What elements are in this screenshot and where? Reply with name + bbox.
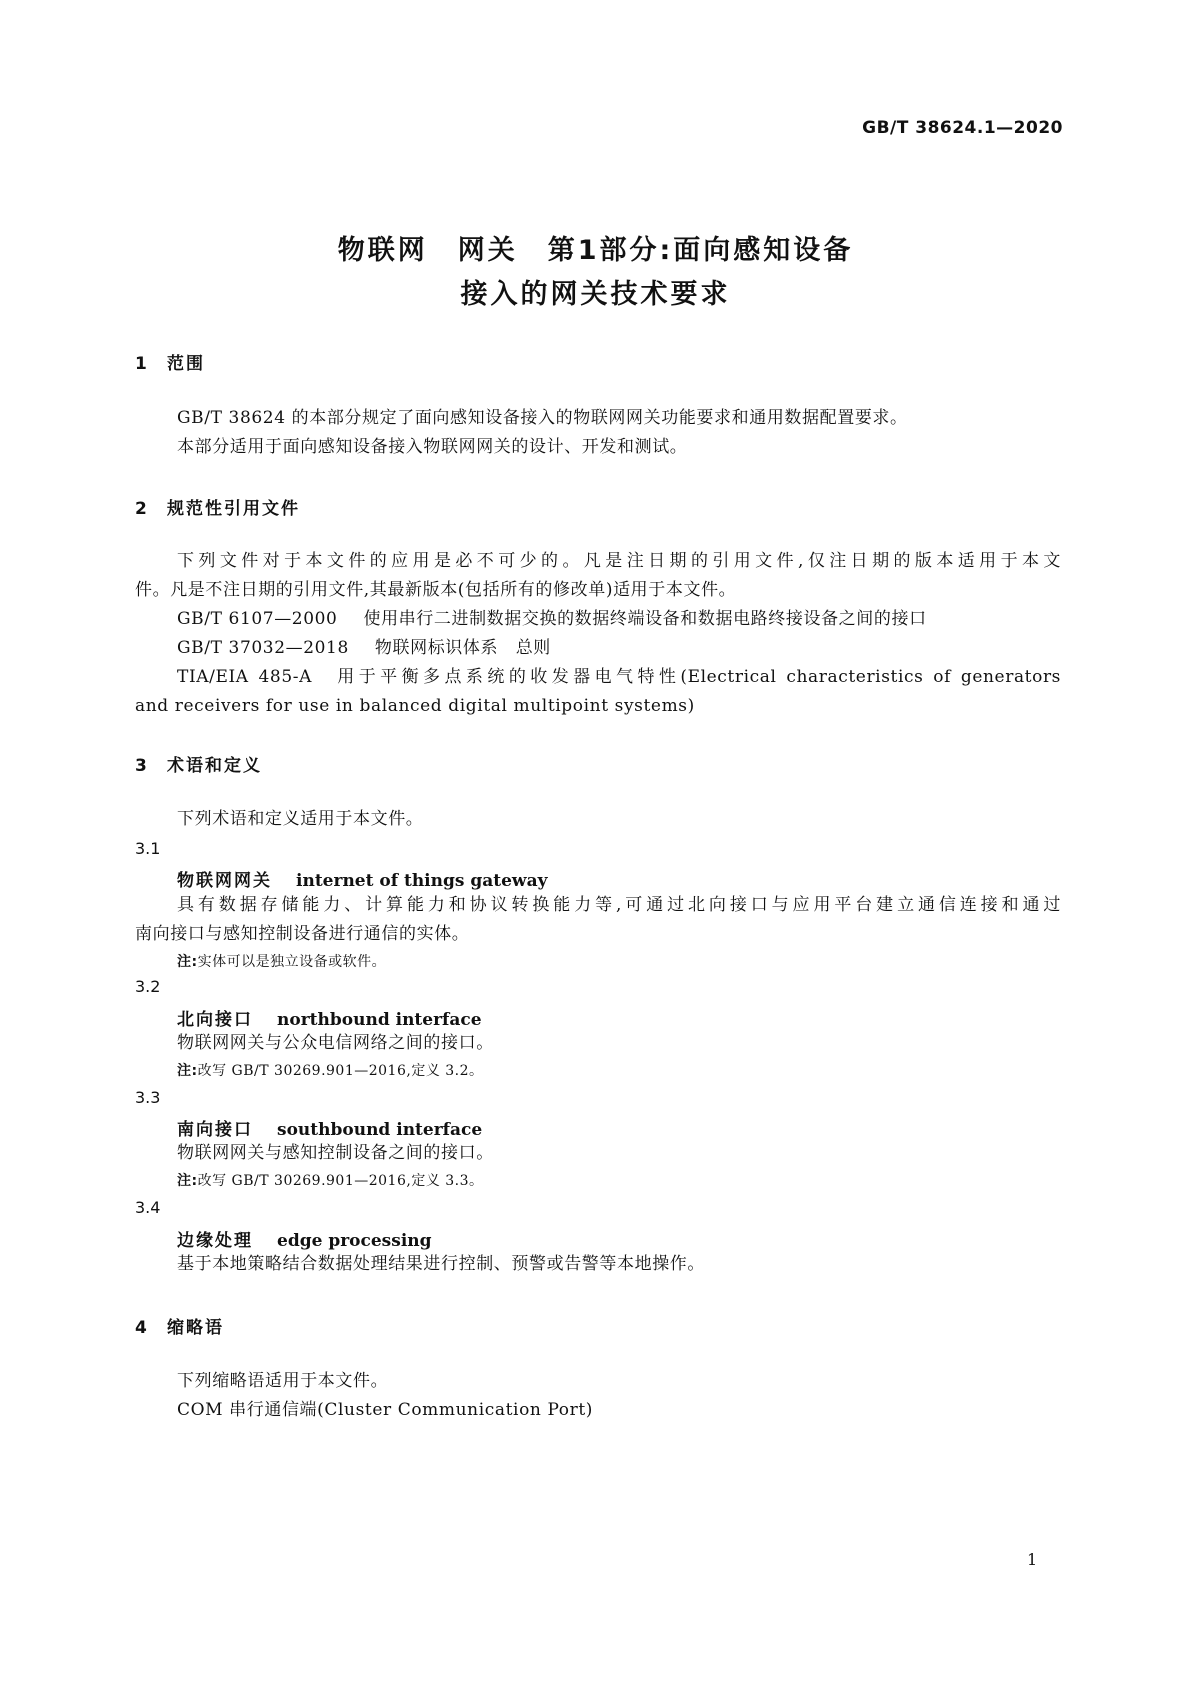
- reference-code: GB/T 37032—2018: [177, 638, 349, 658]
- term-chinese: 北向接口: [177, 1010, 253, 1030]
- term-note: [177, 951, 386, 971]
- term-definition: 基于本地策略结合数据处理结果进行控制、预警或告警等本地操作。: [177, 1254, 705, 1274]
- section-title: 范围: [167, 354, 205, 374]
- term-english: northbound interface: [277, 1010, 482, 1030]
- section-number: 2: [135, 499, 149, 519]
- term-chinese: 物联网网关: [177, 871, 272, 891]
- section-title: 规范性引用文件: [167, 499, 300, 519]
- term-heading: [177, 866, 547, 891]
- term-english: edge processing: [277, 1231, 432, 1251]
- term-definition: 物联网网关与感知控制设备之间的接口。: [177, 1143, 494, 1163]
- term-number: 3.3: [135, 1088, 161, 1107]
- section-4-heading: [135, 1313, 224, 1338]
- reference-item-line-1: TIA/EIA 485-A 用于平衡多点系统的收发器电气特性(Electrical characteristics of generators: [177, 667, 1061, 687]
- note-label: 注:: [177, 1063, 198, 1079]
- section-number: 3: [135, 756, 149, 776]
- reference-title: 使用串行二进制数据交换的数据终端设备和数据电路终接设备之间的接口: [363, 609, 927, 629]
- term-number: 3.2: [135, 977, 161, 996]
- reference-item-line-2: and receivers for use in balanced digital multipoint systems): [135, 696, 695, 716]
- term-definition-line-2: 南向接口与感知控制设备进行通信的实体。: [135, 924, 470, 944]
- term-heading: [177, 1115, 482, 1140]
- section-1-heading: [135, 349, 205, 374]
- term-number: 3.4: [135, 1198, 161, 1217]
- note-label: 注:: [177, 954, 198, 970]
- section-title: 缩略语: [167, 1318, 224, 1338]
- term-note: [177, 1060, 484, 1080]
- term-heading: [177, 1005, 482, 1030]
- section-2-heading: [135, 494, 300, 519]
- page-number: 1: [1027, 1550, 1038, 1569]
- section-title: 术语和定义: [167, 756, 262, 776]
- term-chinese: 边缘处理: [177, 1231, 253, 1251]
- section-2-intro-line-1: 下列文件对于本文件的应用是必不可少的。凡是注日期的引用文件,仅注日期的版本适用于本文: [177, 551, 1061, 571]
- term-heading: [177, 1226, 432, 1251]
- document-code: GB/T 38624.1—2020: [862, 118, 1063, 138]
- section-1-paragraph-2: 本部分适用于面向感知设备接入物联网网关的设计、开发和测试。: [177, 437, 688, 457]
- section-3-intro: 下列术语和定义适用于本文件。: [177, 809, 424, 829]
- reference-item: [177, 633, 1061, 664]
- reference-item: [177, 604, 1061, 635]
- section-number: 1: [135, 354, 149, 374]
- term-chinese: 南向接口: [177, 1120, 253, 1140]
- document-title-line-1: 物联网 网关 第1部分:面向感知设备: [337, 235, 854, 266]
- term-english: internet of things gateway: [296, 871, 548, 891]
- section-number: 4: [135, 1318, 149, 1338]
- term-note: [177, 1170, 484, 1190]
- reference-title: 物联网标识体系 总则: [374, 638, 551, 658]
- abbreviation-item: COM 串行通信端(Cluster Communication Port): [177, 1400, 594, 1420]
- section-3-heading: [135, 751, 262, 776]
- note-text: 实体可以是独立设备或软件。: [197, 954, 387, 970]
- section-2-intro-line-2: 件。凡是不注日期的引用文件,其最新版本(包括所有的修改单)适用于本文件。: [135, 580, 737, 600]
- term-definition-line-1: 具有数据存储能力、计算能力和协议转换能力等,可通过北向接口与应用平台建立通信连接和通过: [177, 895, 1061, 915]
- note-label: 注:: [177, 1173, 198, 1189]
- section-1-paragraph-1: GB/T 38624 的本部分规定了面向感知设备接入的物联网网关功能要求和通用数据配置要求。: [177, 408, 908, 428]
- term-number: 3.1: [135, 839, 161, 858]
- reference-code: GB/T 6107—2000: [177, 609, 338, 629]
- note-text: 改写 GB/T 30269.901—2016,定义 3.2。: [197, 1063, 484, 1079]
- note-text: 改写 GB/T 30269.901—2016,定义 3.3。: [197, 1173, 484, 1189]
- term-english: southbound interface: [277, 1120, 483, 1140]
- document-title-line-2: 接入的网关技术要求: [460, 279, 731, 310]
- section-4-intro: 下列缩略语适用于本文件。: [177, 1371, 389, 1391]
- term-definition: 物联网网关与公众电信网络之间的接口。: [177, 1033, 494, 1053]
